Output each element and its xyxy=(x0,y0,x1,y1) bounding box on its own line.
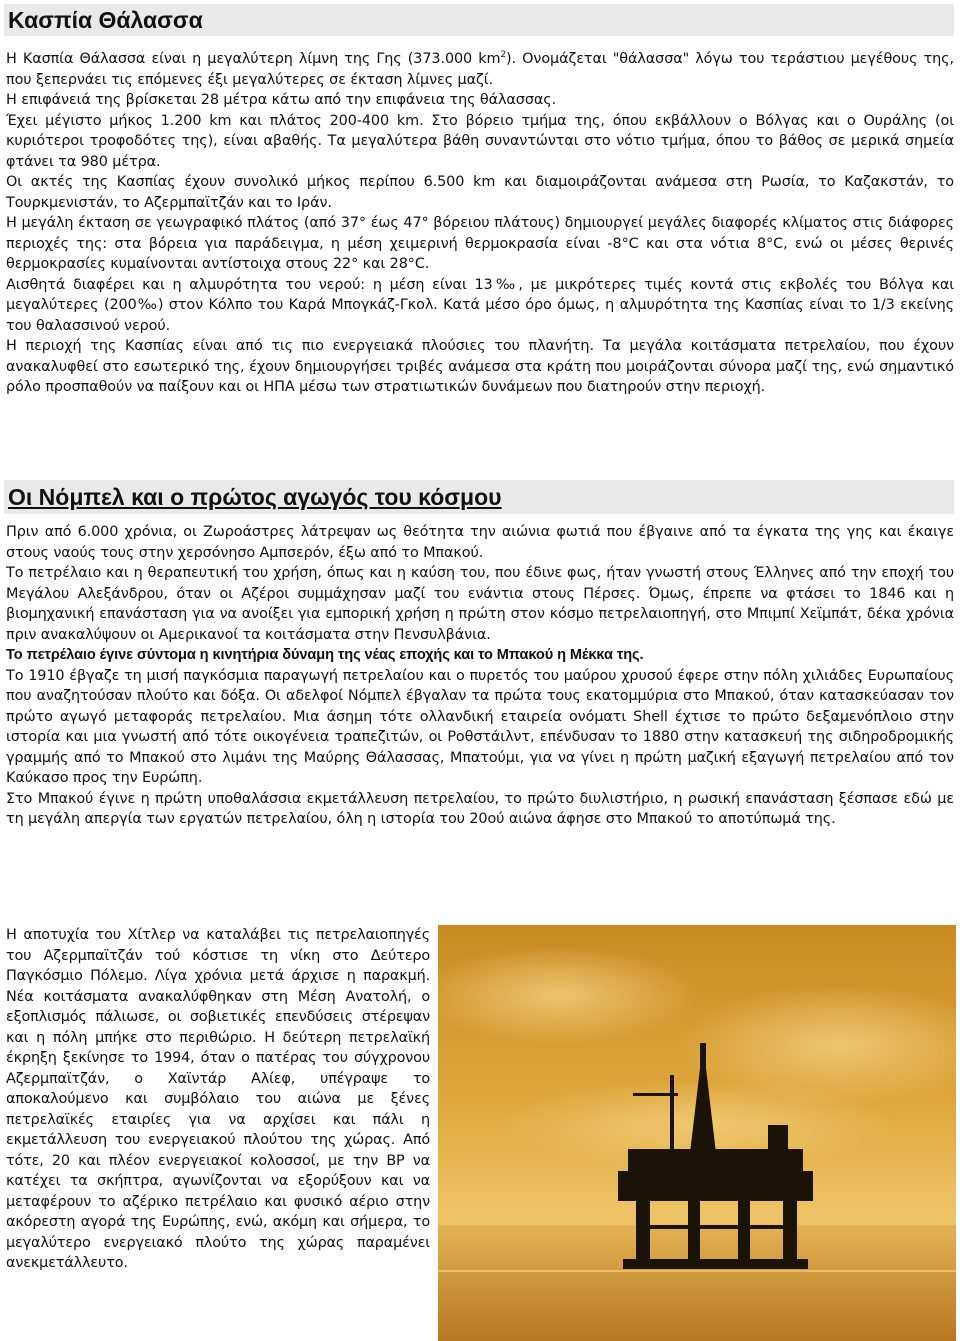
paragraph: Η μεγάλη έκταση σε γεωγραφικό πλάτος (από 37° έως 47° βόρειου πλάτους) δημιουργεί μεγάλες διαφορές κλίματος στις διάφορες περιοχές της: στα βόρεια για παράδειγμα, η μέση χειμερινή θερμοκρασία είναι -8°C και στα νότια 8°C, ενώ οι μέσες θερινές θερμοκρασίες κυμαίνονται αντίστοιχα στους 22° και 28°C. xyxy=(6,215,954,272)
bold-paragraph: Το πετρέλαιο έγινε σύντομα η κινητήρια δύναμη της νέας εποχής και το Μπακού η Μέκκα της. xyxy=(6,647,644,663)
paragraph: Η επιφάνειά της βρίσκεται 28 μέτρα κάτω από την επιφάνεια της θάλασσας. xyxy=(6,92,557,108)
rig-tower-right xyxy=(768,1125,788,1151)
section-heading-caspian: Κασπία Θάλασσα xyxy=(4,4,954,36)
section-nobel-body xyxy=(6,522,954,830)
rig-leg xyxy=(783,1201,797,1261)
paragraph: Αισθητά διαφέρει και η αλμυρότητα του νερού: η μέση είναι 13‰, με μικρότερες τιμές κοντά στις εκβολές του Βόλγα και μεγαλύτερες (200‰) στον Κόλπο του Καρά Μπογκάζ-Γκολ. Κατά μέσο όρο όμως, η αλμυρότητα της Κασπίας είναι το 1/3 εκείνης του θαλασσινού νερού. xyxy=(6,276,954,334)
paragraph: Η Κασπία Θάλασσα είναι η μεγαλύτερη λίμνη της Γης (373.000 $km^2$). Ονομάζεται "θάλασσα" λόγω του τεράστιου μεγέθους της, που ξεπερνάει τις επόμενες έξι μεγαλύτερες σε έκταση λίμνες μαζί. xyxy=(6,50,954,88)
paragraph: Το 1910 έβγαζε τη μισή παγκόσμια παραγωγή πετρελαίου και ο πυρετός του μαύρου χρυσού έφερε στην πόλη χιλιάδες Ευρωπαίους που αναζητούσαν πλούτο και δόξα. Οι αδελφοί Νόμπελ έβγαλαν τα πρώτα τους εκατομμύρια στο Μπακού, όταν κατασκεύασαν τον πρώτο αγωγό μεταφοράς πετρελαίου. Μια άσημη τότε ολλανδική εταιρεία ονόματι Shell έχτισε το πρώτο δεξαμενόπλοιο στην ιστορία και μια γνωστή από τότε οικογένεια τραπεζιτών, οι Ροθστάιλντ, επένδυσαν το 1880 στην κατασκευή της σιδηροδρομικής γραμμής από το Μπακού στο λιμάνι της Μαύρης Θάλασσας, Μπατούμι, για να γίνει η πρώτη μαζική εξαγωγή πετρελαίου από τον Καύκασο προς την Ευρώπη. xyxy=(6,667,954,786)
rig-mast xyxy=(670,1075,674,1155)
rig-leg xyxy=(738,1201,750,1261)
rig-pontoon xyxy=(623,1259,808,1269)
rig-leg xyxy=(636,1201,650,1261)
paragraph: Το πετρέλαιο και η θεραπευτική του χρήση, όπως και η καύση του, που έδινε φως, ήταν γνωστή στους Έλληνες από την εποχή του Μεγάλου Αλεξάνδρου, όταν οι Αζέροι συμμάχησαν μαζί του ενάντια στους Πέρσες. Όμως, έπρεπε να φτάσει το 1846 και η βιομηχανική επανάσταση για να ανοίξει για εμπορική χρήση η πρώτη στον κόσμο πετρελαιοπηγή, στο Μπιμπί Χεϊμπάτ, δέκα χρόνια πριν ανακαλύψουν οι Αμερικανοί τα κοιτάσματα στην Πενσυλβάνια. xyxy=(6,565,954,643)
superscript: 2 xyxy=(500,50,507,61)
rig-deck-lower xyxy=(618,1171,813,1201)
oil-rig-photo xyxy=(438,925,956,1341)
paragraph: Έχει μέγιστο μήκος 1.200 km και πλάτος 200-400 km. Στο βόρειο τμήμα της, όπου εκβάλλουν ο Βόλγας και ο Ουράλης (οι κυριότεροι τροφοδότες της), είναι αβαθής. Τα μεγαλύτερα βάθη συναντώνται στο νότιο τμήμα, όπου το βάθος σε μερικά σημεία φτάνει τα 980 μέτρα. xyxy=(6,112,954,170)
rig-leg xyxy=(688,1201,700,1261)
section-caspian-body xyxy=(6,49,954,398)
paragraph: Η αποτυχία του Χίτλερ να καταλάβει τις πετρελαιοπηγές του Αζερμπαϊτζάν τού κόστισε τη νίκη στο Δεύτερο Παγκόσμιο Πόλεμο. Λίγα χρόνια μετά άρχισε η παρακμή. Νέα κοιτάσματα ανακαλύφθηκαν στη Μέση Ανατολή, ο εξοπλισμός πάλιωσε, οι σοβιετικές επενδύσεις στέρεψαν και η πόλη μπήκε στο περιθώριο. Η δεύτερη πετρελαϊκή έκρηξη ξεκίνησε το 1994, όταν ο πατέρας του σύγχρονου Αζερμπαϊτζάν, ο Χαϊντάρ Αλίεφ, υπέγραψε το αποκαλούμενο και συμβόλαιο του αιώνα με ξένες πετρελαϊκές εταιρίες για να αρχίσει και πάλι η εκμετάλλευση του ενεργειακού πλούτου της χώρας. Από τότε, 20 και πλέον ενεργειακοί κολοσσοί, με την BP να κατέχει τα σκήπτρα, αγωνίζονται να εξορύξουν και να μεταφέρουν το αζέρικο πετρέλαιο και φυσικό αέριο στην ακόρεστη αγορά της Ευρώπης, ενώ, ακόμη και σήμερα, το μεγαλύτερο ενεργειακό πλούτο της χώρας παραμένει ανεκμετάλλευτο. xyxy=(6,927,430,1271)
paragraph: Η περιοχή της Κασπίας είναι από τις πιο ενεργειακά πλούσιες του πλανήτη. Τα μεγάλα κοιτάσματα πετρελαίου, που έχουν ανακαλυφθεί στο εσωτερικό της, έχουν δημιουργήσει τριβές ανάμεσα στα κράτη που μοιράζονται σύνορα μαζί της, ενώ σημαντικό ρόλο προσπαθούν να παίξουν και οι ΗΠΑ μέσω των στρατιωτικών δυνάμεων που διατηρούν στην περιοχή. xyxy=(6,338,954,395)
rig-brace xyxy=(636,1225,797,1229)
rig-deck-upper xyxy=(628,1149,803,1171)
sea-reflection xyxy=(438,1270,956,1272)
paragraph: Στο Μπακού έγινε η πρώτη υποθαλάσσια εκμετάλλευση πετρελαίου, το πρώτο διυλιστήριο, η ρωσική επανάσταση ξέσπασε εδώ με τη μεγάλη απεργία των εργατών πετρελαίου, όλη η ιστορία του 20ού αιώνα άφησε στο Μπακού το αποτύπωμά της. xyxy=(6,790,954,827)
section-heading-nobel: Οι Νόμπελ και ο πρώτος αγωγός του κόσμου xyxy=(4,480,954,514)
rig-crane xyxy=(633,1093,678,1096)
paragraph: Πριν από 6.000 χρόνια, οι Ζωροάστρες λάτρεψαν ως θεότητα την αιώνια φωτιά που έβγαινε από τα έγκατα της γης και έκαιγε στους ναούς τους στην χερσόνησο Αμπσερόν, έξω από το Μπακού. xyxy=(6,524,954,561)
section-hitler-column xyxy=(6,925,430,1274)
paragraph: Οι ακτές της Κασπίας έχουν συνολικό μήκος περίπου 6.500 km και διαμοιράζονται ανάμεσα στη Ρωσία, το Καζακστάν, το Τουρκμενιστάν, το Αζερμπαϊτζάν και το Ιράν. xyxy=(6,174,954,211)
